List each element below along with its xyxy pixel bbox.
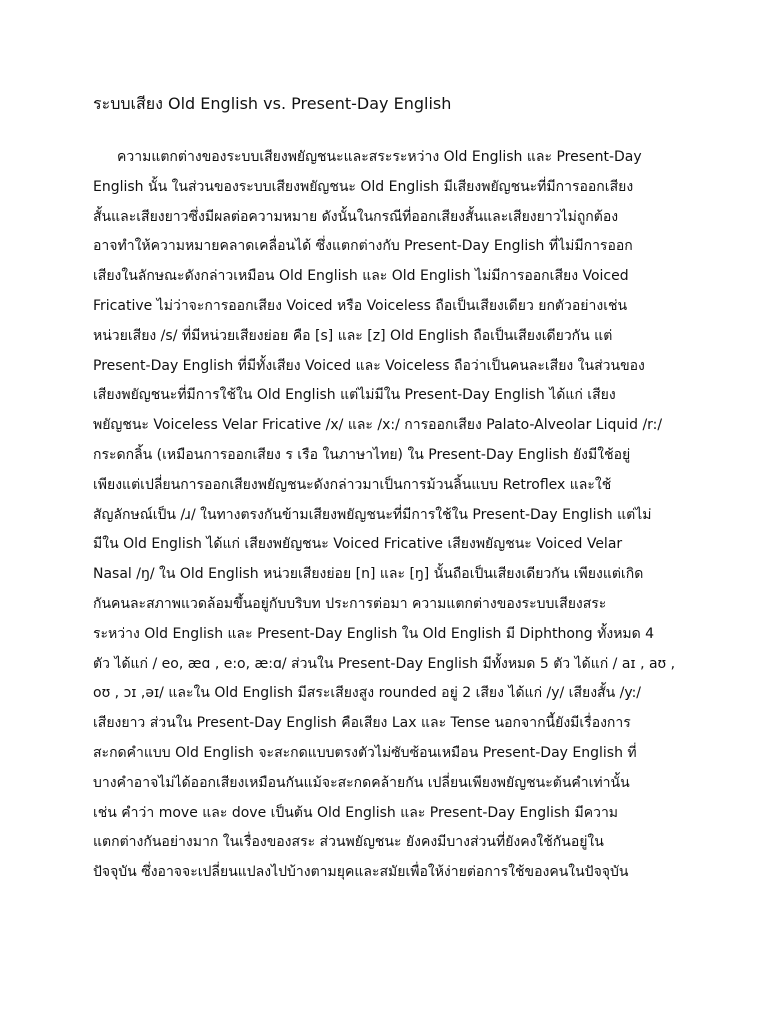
paragraph-line: oʊ , ɔɪ ,əɪ/ และใน Old English มีสระเสียงสูง rounded อยู่ 2 เสียง ได้แก่ /y/ เสียงสั้น /y:/ bbox=[93, 685, 642, 702]
paragraph-line: เสียงยาว ส่วนใน Present-Day English คือเสียง Lax และ Tense นอกจากนี้ยังมีเรื่องการ bbox=[93, 715, 631, 732]
document-title: ระบบเสียง Old English vs. Present-Day English bbox=[93, 94, 452, 113]
paragraph-line: เพียงแต่เปลี่ยนการออกเสียงพยัญชนะดังกล่าวมาเป็นการม้วนลิ้นแบบ Retroflex และใช้ bbox=[93, 476, 612, 493]
paragraph-line: กระดกลิ้น (เหมือนการออกเสียง ร เรือ ในภาษาไทย) ใน Present-Day English ยังมีใช้อยู่ bbox=[93, 446, 631, 463]
paragraph-line: Present-Day English ที่มีทั้งเสียง Voiced และ Voiceless ถือว่าเป็นคนละเสียง ในส่วนของ bbox=[93, 357, 645, 374]
paragraph-line: อาจทำให้ความหมายคลาดเคลื่อนได้ ซึ่งแตกต่างกับ Present-Day English ที่ไม่มีการออก bbox=[93, 238, 633, 255]
paragraph-line: English นั้น ในส่วนของระบบเสียงพยัญชนะ Old English มีเสียงพยัญชนะที่มีการออกเสียง bbox=[93, 178, 634, 195]
paragraph-line: หน่วยเสียง /s/ ที่มีหน่วยเสียงย่อย คือ [s] และ [z] Old English ถือเป็นเสียงเดียวกัน แต่ bbox=[93, 327, 613, 344]
paragraph-line: ตัว ได้แก่ / eo, æɑ , e:o, æ:ɑ/ ส่วนใน Present-Day English มีทั้งหมด 5 ตัว ได้แก่ / aɪ , aʊ , bbox=[93, 655, 676, 672]
paragraph-line: Nasal /ŋ/ ใน Old English หน่วยเสียงย่อย [n] และ [ŋ] นั้นถือเป็นเสียงเดียวกัน เพียงแต่เกิด bbox=[93, 566, 644, 583]
paragraph-line: เสียงพยัญชนะที่มีการใช้ใน Old English แต่ไม่มีใน Present-Day English ได้แก่ เสียง bbox=[93, 387, 616, 404]
paragraph-line: ระหว่าง Old English และ Present-Day English ใน Old English มี Diphthong ทั้งหมด 4 bbox=[93, 625, 655, 642]
paragraph-line: ความแตกต่างของระบบเสียงพยัญชนะและสระระหว่าง Old English และ Present-Day bbox=[117, 149, 642, 165]
body-paragraph bbox=[93, 143, 683, 888]
paragraph-line: สั้นและเสียงยาวซึ่งมีผลต่อความหมาย ดังนั้นในกรณีที่ออกเสียงสั้นและเสียงยาวไม่ถูกต้อง bbox=[93, 208, 619, 225]
paragraph-line: ปัจจุบัน ซึ่งอาจจะเปลี่ยนแปลงไปบ้างตามยุคและสมัยเพื่อให้ง่ายต่อการใช้ของคนในปัจจุบัน bbox=[93, 864, 629, 881]
paragraph-line: เช่น คำว่า move และ dove เป็นต้น Old English และ Present-Day English มีความ bbox=[93, 804, 619, 821]
paragraph-line: บางคำอาจไม่ได้ออกเสียงเหมือนกันแม้จะสะกดคล้ายกัน เปลี่ยนเพียงพยัญชนะต้นคำเท่านั้น bbox=[93, 774, 630, 791]
paragraph-line: กันคนละสภาพแวดล้อมขึ้นอยู่กับบริบท ประการต่อมา ความแตกต่างของระบบเสียงสระ bbox=[93, 595, 607, 612]
paragraph-line: สัญลักษณ์เป็น /ɹ/ ในทางตรงกันข้ามเสียงพยัญชนะที่มีการใช้ใน Present-Day English แต่ไม่ bbox=[93, 506, 652, 523]
paragraph-line: สะกดคำแบบ Old English จะสะกดแบบตรงตัวไม่ซับซ้อนเหมือน Present-Day English ที่ bbox=[93, 744, 637, 761]
paragraph-line: Fricative ไม่ว่าจะการออกเสียง Voiced หรือ Voiceless ถือเป็นเสียงเดียว ยกตัวอย่างเช่น bbox=[93, 297, 628, 314]
paragraph-line: มีใน Old English ได้แก่ เสียงพยัญชนะ Voiced Fricative เสียงพยัญชนะ Voiced Velar bbox=[93, 536, 623, 553]
paragraph-line: แตกต่างกันอย่างมาก ในเรื่องของสระ ส่วนพยัญชนะ ยังคงมีบางส่วนที่ยังคงใช้กันอยู่ใน bbox=[93, 834, 604, 851]
paragraph-line: เสียงในลักษณะดังกล่าวเหมือน Old English และ Old English ไม่มีการออกเสียง Voiced bbox=[93, 268, 629, 285]
paragraph-line: พยัญชนะ Voiceless Velar Fricative /x/ และ /x:/ การออกเสียง Palato-Alveolar Liquid /r:/ bbox=[93, 417, 663, 434]
